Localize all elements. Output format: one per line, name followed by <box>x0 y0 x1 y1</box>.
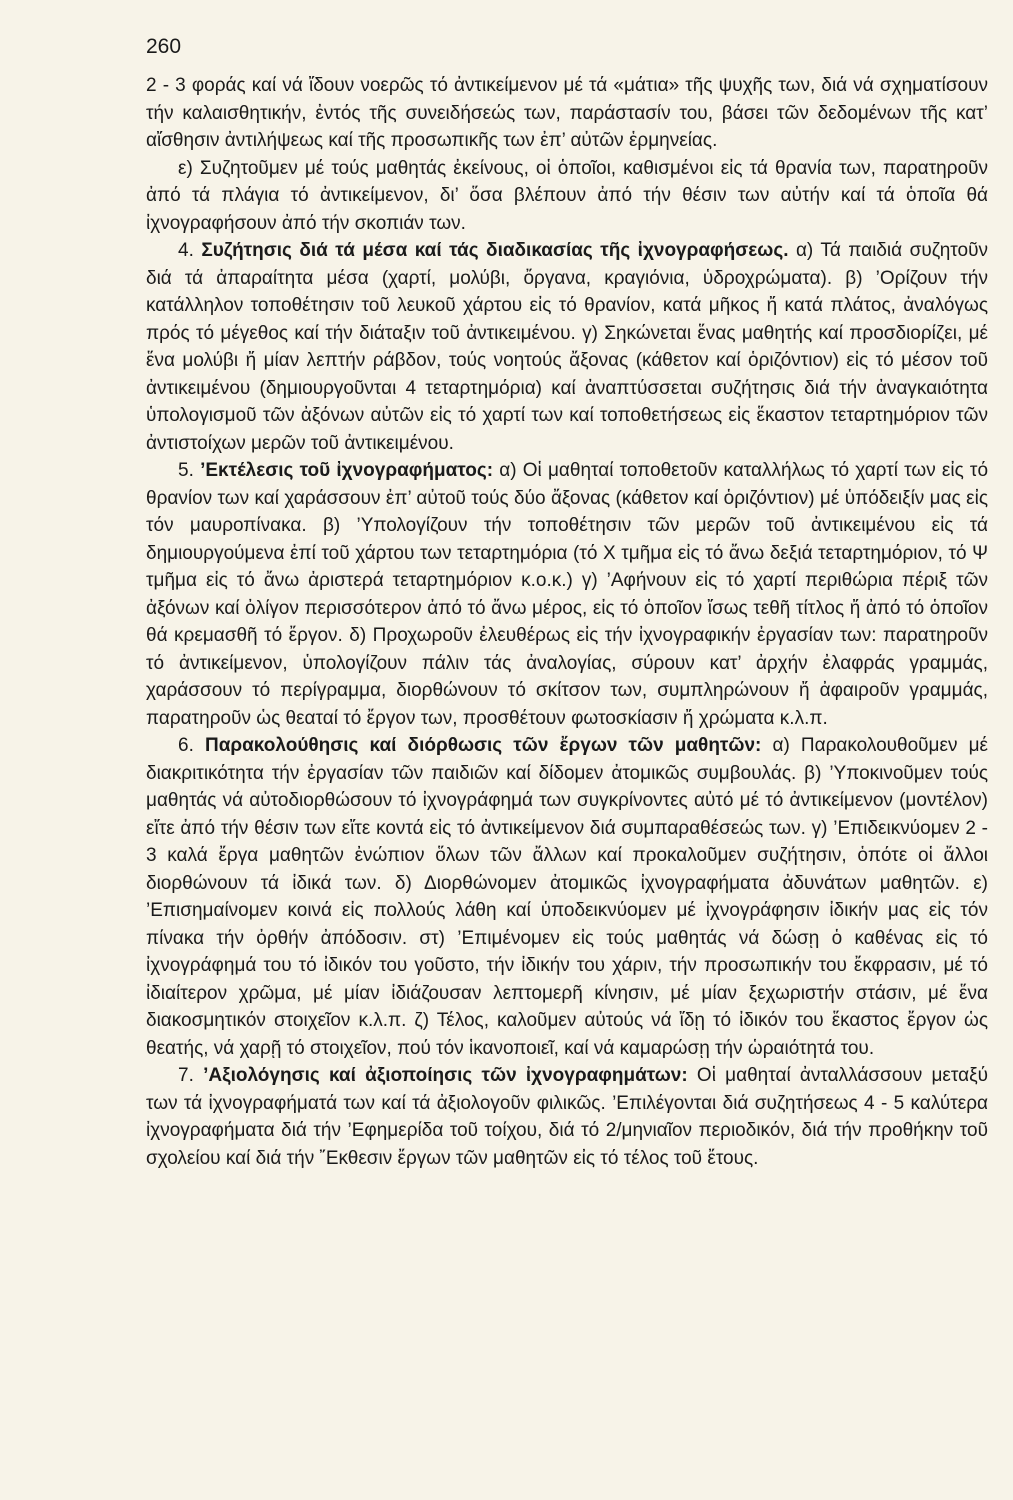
section-7-evaluation <box>146 1062 988 1172</box>
document-page <box>146 34 988 1172</box>
paragraph-continuation <box>146 72 988 155</box>
page-number: 260 <box>146 35 182 58</box>
section-6-monitoring <box>146 732 988 1062</box>
section-heading: Συζήτησις διά τά μέσα καί τάς διαδικασίας τῆς ἰχνογραφήσεως. <box>201 240 789 261</box>
paragraph-item-e <box>146 155 988 238</box>
section-heading: Παρακολούθησις καί διόρθωσις τῶν ἔργων τῶν μαθητῶν: <box>204 735 762 756</box>
paragraph-text: ε) Συζητοῦμεν μέ τούς μαθητάς ἐκείνους, οἱ ὁποῖοι, καθισμένοι εἰς τά θρανία των, παρατηροῦν ἀπό τά πλάγια τό ἀντικείμενον, δι’ ὅσα βλέπουν ἀπό τήν θέσιν των αὐτήν καί τά ὁποῖα θά ἰχνογραφήσουν ἀπό τήν σκοπιάν των. <box>146 157 988 234</box>
section-text: α) Οἱ μαθηταί τοποθετοῦν καταλλήλως τό χαρτί των εἰς τό θρανίον των καί χαράσσουν ἐπ’ αὐτοῦ τούς δύο ἄξονας (κάθετον καί ὁριζόντιον) μέ ὑπόδειξίν μας εἰς τόν μαυροπίνακα. β) ’Υπολογίζουν τήν τοποθέτησιν τῶν μερῶν τοῦ ἀντικειμένου εἰς τά δημιουργούμενα ἐπί τοῦ χάρτου των τεταρτημόρια (τό Χ τμῆμα εἰς τό ἄνω δεξιά τεταρτημόριον, τό Ψ τμῆμα εἰς τό ἄνω ἀριστερά τεταρτημόριον κ.ο.κ.) γ) ’Αφήνουν εἰς τό χαρτί περιθώρια πέριξ τῶν ἀξόνων καί ὀλίγον περισσότερον ἀπό τό ἄνω μέρος, εἰς τό ὁποῖον ἴσως τεθῆ τίτλος ἤ ἀπό τό ὁποῖον θά κρεμασθῆ τό ἔργον. δ) Προχωροῦν ἐλευθέρως εἰς τήν ἰχνογραφικήν ἐργασίαν των: παρατηροῦν τό ἀντικείμενον, ὑπολογίζουν πάλιν τάς ἀναλογίας, σύρουν κατ’ ἀρχήν ἐλαφράς γραμμάς, χαράσσουν τό περίγραμμα, διορθώνουν τό σκίτσον των, συμπληρώνουν ἤ ἀφαιροῦν γραμμάς, παρατηροῦν ὡς θεαταί τό ἔργον των, προσθέτουν φωτοσκίασιν ἤ χρώματα κ.λ.π. <box>146 460 989 729</box>
section-number: 7. <box>178 1065 194 1086</box>
section-number: 5. <box>178 460 194 481</box>
section-text: α) Τά παιδιά συζητοῦν διά τά ἀπαραίτητα μέσα (χαρτί, μολύβι, ὄργανα, κραγιόνια, ὑδροχρώματα). β) ’Ορίζουν τήν κατάλληλον τοποθέτησιν τοῦ λευκοῦ χάρτου εἰς τό θρανίον, κατά μῆκος ἤ κατά πλάτος, ἀναλόγως πρός τό μέγεθος καί τήν διάταξιν τοῦ ἀντικειμένου. γ) Σηκώνεται ἕνας μαθητής καί προσδιορίζει, μέ ἕνα μολύβι ἤ μίαν λεπτήν ράβδον, τούς νοητούς ἄξονας (κάθετον καί ὁριζόντιον) εἰς τό μέσον τοῦ ἀντικειμένου (δημιουργοῦνται 4 τεταρτημόρια) καί ἀναπτύσσεται συζήτησις διά τήν ἀναγκαιότητα ὑπολογισμοῦ τῶν ἀξόνων αὐτῶν εἰς τό χαρτί των καί τοποθετήσεως εἰς ἕκαστον τεταρτημόριον τῶν ἀντιστοίχων μερῶν τοῦ ἀντικειμένου. <box>146 240 988 454</box>
section-text: Οἱ μαθηταί ἀνταλλάσσουν μεταξύ των τά ἰχνογραφήματά των καί τά ἀξιολογοῦν φιλικῶς. ’Επιλέγονται διά συζητήσεως 4 - 5 καλύτερα ἰχνογραφήματα διά τήν ’Εφημερίδα τοῦ τοίχου, διά τό 2/μηνιαῖον περιοδικόν, διά τήν προθήκην τοῦ σχολείου καί διά τήν ῎Εκθεσιν ἔργων τῶν μαθητῶν εἰς τό τέλος τοῦ ἔτους. <box>146 1065 989 1169</box>
section-heading: ’Εκτέλεσις τοῦ ἰχνογραφήματος: <box>200 460 494 481</box>
section-4-discussion <box>146 237 988 457</box>
section-number: 6. <box>178 735 194 756</box>
section-number: 4. <box>178 240 194 261</box>
section-text: α) Παρακολουθοῦμεν μέ διακριτικότητα τήν ἐργασίαν τῶν παιδιῶν καί δίδομεν ἀτομικῶς συμβουλάς. β) ’Υποκινοῦμεν τούς μαθητάς νά αὐτοδιορθώσουν τό ἰχνογράφημά των συγκρίνοντες αὐτό μέ τό ἀντικείμενον (μοντέλον) εἴτε ἀπό τήν θέσιν των εἴτε κοντά εἰς τό ἀντικείμενον διά συμπαραθέσεώς των. γ) ’Επιδεικνύομεν 2 - 3 καλά ἔργα μαθητῶν ἐνώπιον ὅλων τῶν ἄλλων καί προκαλοῦμεν συζήτησιν, ὁπότε οἱ ἄλλοι διορθώνουν τά ἰδικά των. δ) Διορθώνομεν ἀτομικῶς ἰχνογραφήματα ἀδυνάτων μαθητῶν. ε) ’Επισημαίνομεν κοινά εἰς πολλούς λάθη καί ὑποδεικνύομεν μέ ἰχνογράφησιν ἰδικήν μας εἰς τόν πίνακα τήν ὀρθήν ἀπόδοσιν. στ) ’Επιμένομεν εἰς τούς μαθητάς νά δώσῃ ὁ καθένας εἰς τό ἰχνογράφημά του τό ἰδικόν του γοῦστο, τήν ἰδικήν του χάριν, τήν προσωπικήν του ἔκφρασιν, μέ τό ἰδιαίτερον χρῶμα, μέ μίαν ἰδιάζουσαν λεπτομερῆ κίνησιν, μέ μίαν ξεχωριστήν στάσιν, μέ ἕνα διακοσμητικόν στοιχεῖον κ.λ.π. ζ) Τέλος, καλοῦμεν αὐτούς νά ἴδῃ τό ἰδικόν του ἕκαστος ἔργον ὡς θεατής, νά χαρῇ τό στοιχεῖον, πού τόν ἱκανοποιεῖ, καί νά καμαρώσῃ τήν ὡραιότητά του. <box>146 735 988 1059</box>
section-heading: ’Αξιολόγησις καί ἀξιοποίησις τῶν ἰχνογραφημάτων: <box>203 1065 688 1086</box>
section-5-execution <box>146 457 988 732</box>
paragraph-text: 2 - 3 φοράς καί νά ἴδουν νοερῶς τό ἀντικείμενον μέ τά «μάτια» τῆς ψυχῆς των, διά νά σχηματίσουν τήν καλαισθητικήν, ἐντός τῆς συνειδήσεώς των, παράστασίν του, βάσει τῶν δεδομένων τῆς κατ’ αἴσθησιν ἀντιλήψεως καί τῆς προσωπικῆς των ἐπ’ αὐτῶν ἑρμηνείας. <box>146 75 988 151</box>
